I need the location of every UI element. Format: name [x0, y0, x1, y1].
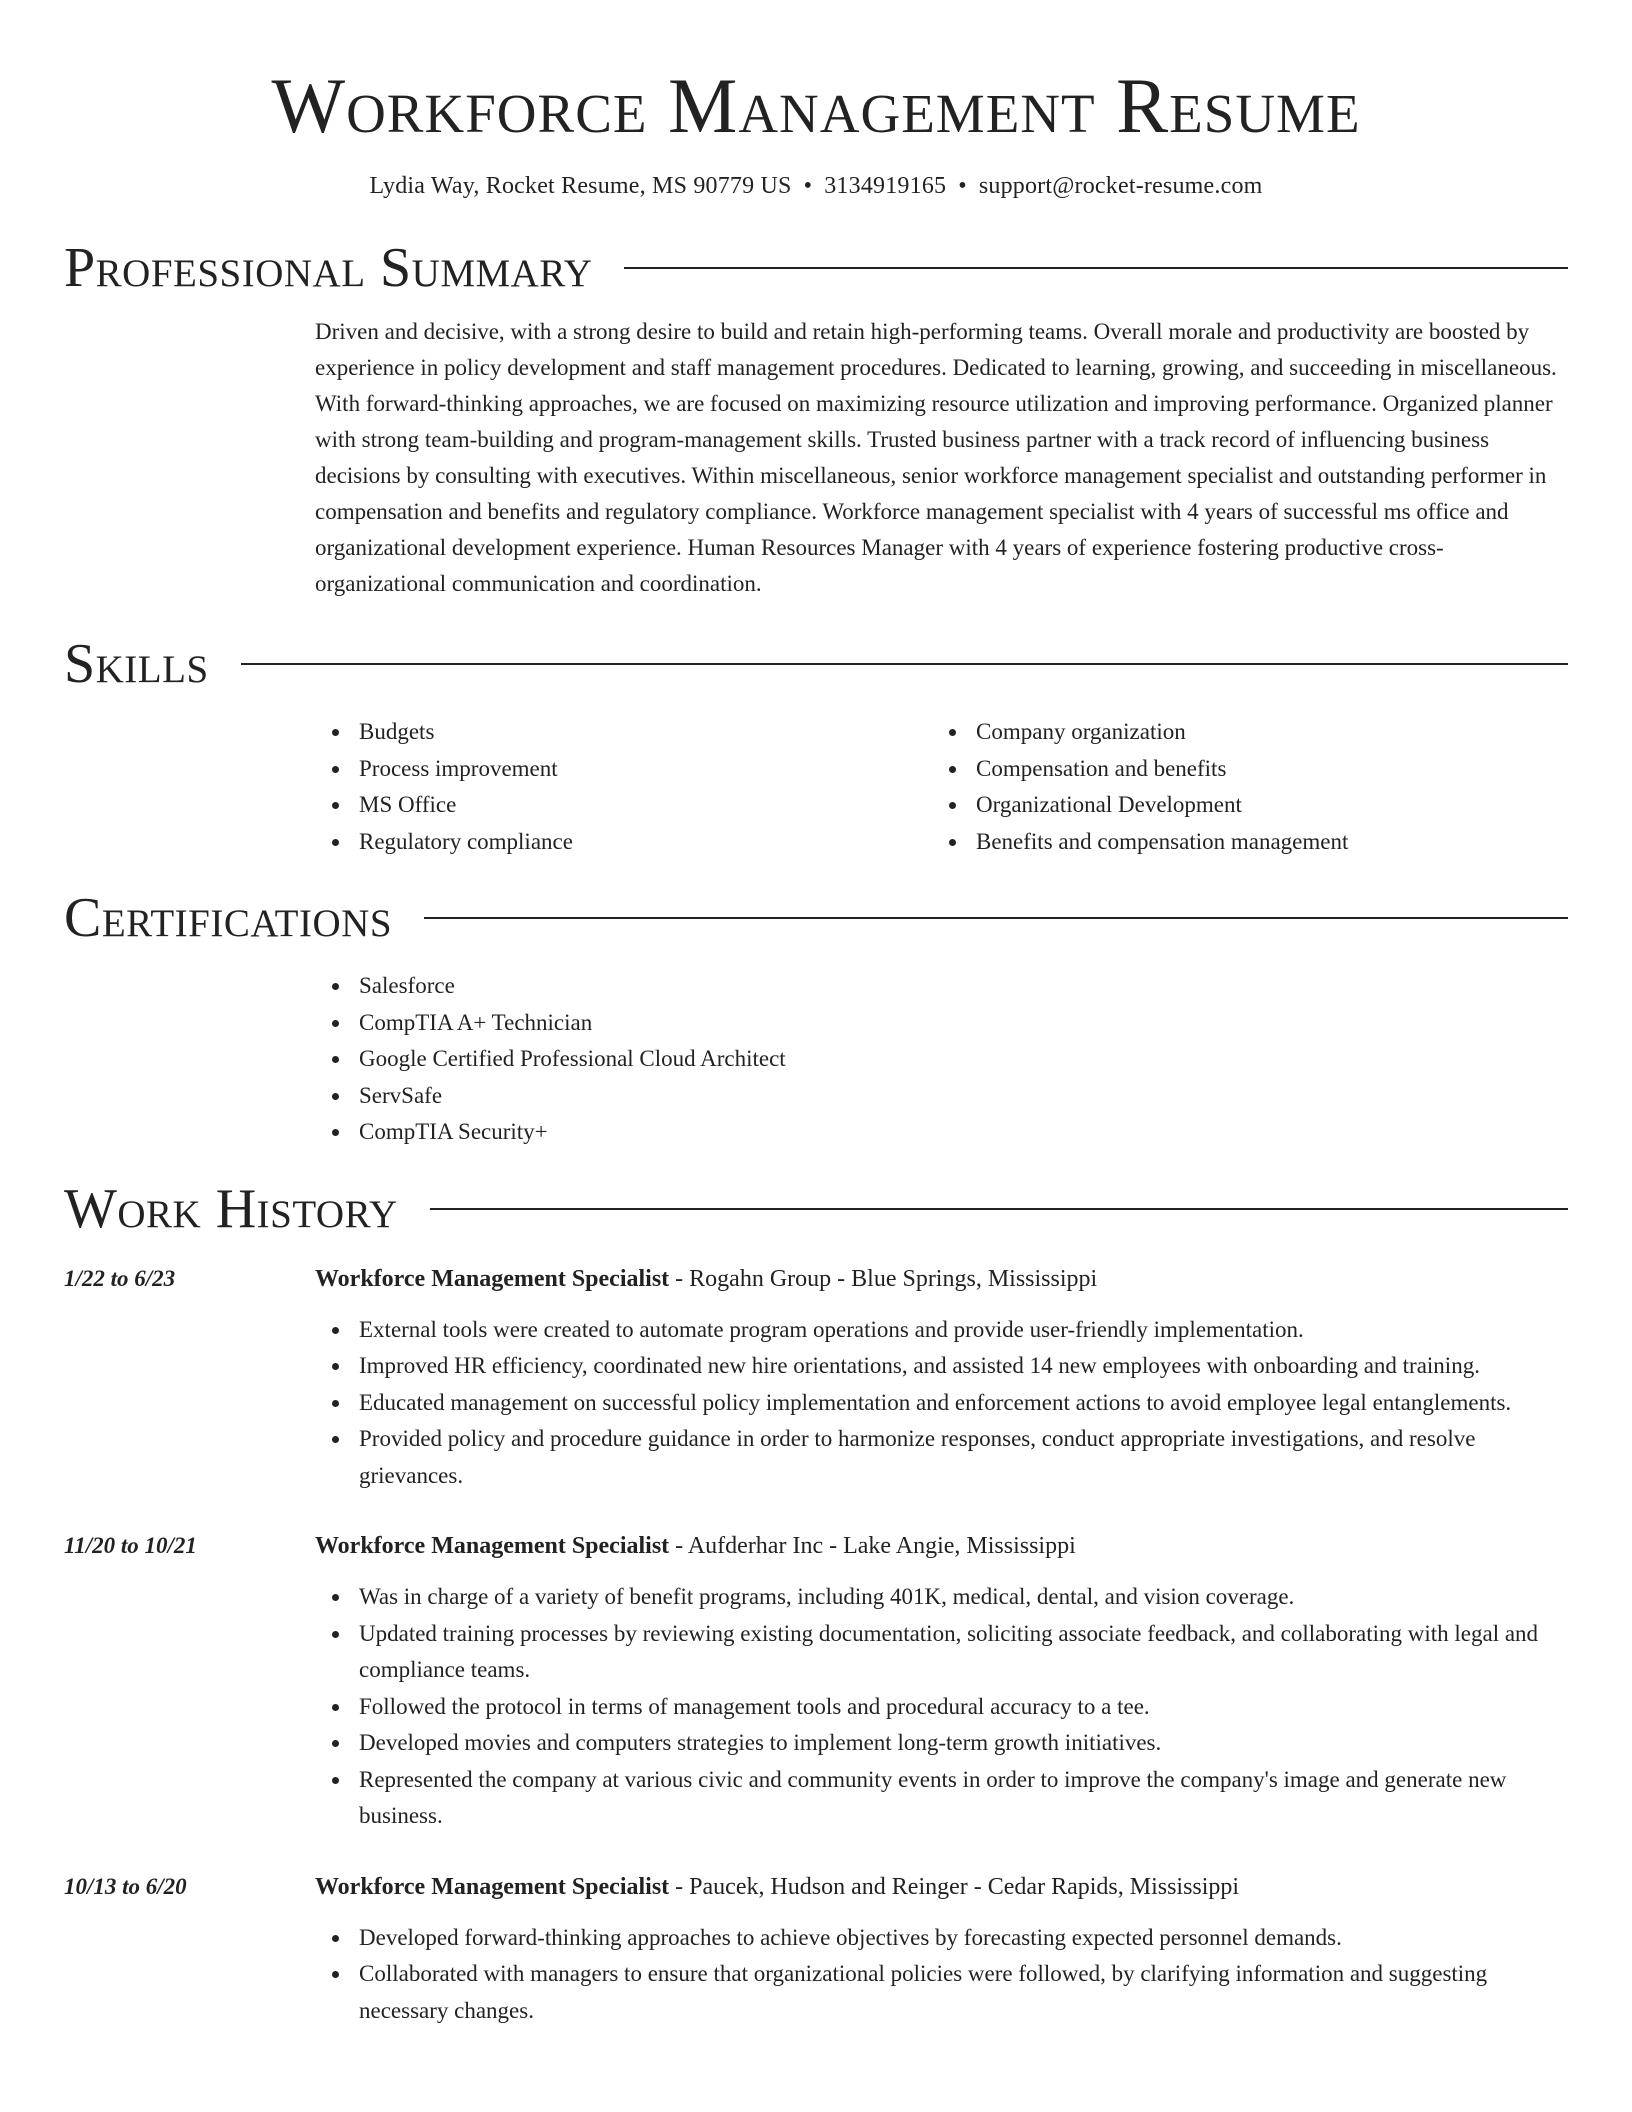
- summary-text: Driven and decisive, with a strong desire to build and retain high-performing teams. Overall morale and productivity are boosted by experience in policy development and staff management procedures. Dedicated to learning, growing, and succeeding in miscellaneous. With forward-thinking approaches, we are focused on maximizing resource utilization and improving performance. Organized planner with strong team-building and program-management skills. Trusted business partner with a track record of influencing business decisions by consulting with executives. Within miscellaneous, senior workforce management specialist and outstanding performer in compensation and benefits and regulatory compliance. Workforce management specialist with 4 years of successful ms office and organizational development experience. Human Resources Manager with 4 years of experience fostering productive cross-organizational communication and coordination.: [315, 319, 1557, 596]
- job-role: Workforce Management Specialist: [315, 1533, 670, 1559]
- resume-title: Workforce Management Resume: [271, 62, 1361, 149]
- job-entry: [64, 1869, 1568, 2030]
- contact-email: support@rocket-resume.com: [978, 173, 1263, 199]
- contact-phone: 3134919165: [824, 173, 947, 199]
- job-entry: [64, 1528, 1568, 1835]
- work-history-section-header: [64, 1177, 1568, 1241]
- job-dates: 10/13 to 6/20: [64, 1873, 187, 1899]
- job-entry: [64, 1261, 1568, 1495]
- skills-list-left: [315, 714, 932, 860]
- skill-item: Regulatory compliance: [359, 824, 932, 861]
- section-divider: [430, 1208, 1568, 1210]
- skill-item: Compensation and benefits: [976, 751, 1549, 788]
- summary-heading: Professional Summary: [64, 237, 593, 299]
- job-dates: 1/22 to 6/23: [64, 1265, 176, 1291]
- job-heading: [315, 1261, 1568, 1297]
- job-bullet: Updated training processes by reviewing existing documentation, soliciting associate feedback, and collaborating with legal and compliance teams.: [359, 1616, 1568, 1689]
- skill-item: MS Office: [359, 787, 932, 824]
- section-divider: [241, 663, 1568, 665]
- certification-item: CompTIA A+ Technician: [359, 1005, 1568, 1042]
- skill-item: Budgets: [359, 714, 932, 751]
- job-bullet: Provided policy and procedure guidance in order to harmonize responses, conduct appropriate investigations, and resolve grievances.: [359, 1421, 1568, 1494]
- skills-list-right: [932, 714, 1549, 860]
- job-bullet: Represented the company at various civic and community events in order to improve the company's image and generate new business.: [359, 1762, 1568, 1835]
- job-content: [315, 1528, 1568, 1835]
- work-history-heading: Work History: [64, 1177, 398, 1240]
- skill-item: Organizational Development: [976, 787, 1549, 824]
- skills-grid: [315, 714, 1568, 860]
- contact-separator: •: [958, 173, 967, 199]
- job-bullets: [315, 1579, 1568, 1835]
- certification-item: Salesforce: [359, 968, 1568, 1005]
- skill-item: Benefits and compensation management: [976, 824, 1549, 861]
- job-role: Workforce Management Specialist: [315, 1873, 670, 1900]
- contact-address: Lydia Way, Rocket Resume, MS 90779 US: [369, 173, 792, 199]
- certifications-list: [315, 968, 1568, 1151]
- skills-heading: Skills: [64, 633, 209, 695]
- certification-item: ServSafe: [359, 1078, 1568, 1115]
- job-bullet: Collaborated with managers to ensure that organizational policies were followed, by clarifying information and suggesting necessary changes.: [359, 1956, 1568, 2029]
- job-heading: [315, 1869, 1568, 1905]
- job-content: [315, 1869, 1568, 2030]
- job-bullet: External tools were created to automate program operations and provide user-friendly implementation.: [359, 1312, 1568, 1349]
- job-bullet: Developed movies and computers strategies to implement long-term growth initiatives.: [359, 1725, 1568, 1762]
- section-divider: [624, 267, 1568, 269]
- job-bullet: Developed forward-thinking approaches to achieve objectives by forecasting expected personnel demands.: [359, 1920, 1568, 1957]
- job-bullet: Educated management on successful policy implementation and enforcement actions to avoid employee legal entanglements.: [359, 1385, 1568, 1422]
- job-dates: 11/20 to 10/21: [64, 1533, 197, 1558]
- certifications-section-header: [64, 886, 1568, 950]
- job-employer-location: - Rogahn Group - Blue Springs, Mississippi: [669, 1265, 1098, 1292]
- summary-section-header: [64, 236, 1568, 300]
- skill-item: Process improvement: [359, 751, 932, 788]
- job-employer-location: - Paucek, Hudson and Reinger - Cedar Rapids, Mississippi: [669, 1873, 1240, 1900]
- skill-item: Company organization: [976, 714, 1549, 751]
- certifications-body: [315, 968, 1568, 1151]
- certification-item: Google Certified Professional Cloud Architect: [359, 1041, 1568, 1078]
- job-bullet: Was in charge of a variety of benefit programs, including 401K, medical, dental, and vision coverage.: [359, 1579, 1568, 1616]
- skills-column-left: [315, 714, 932, 860]
- job-content: [315, 1261, 1568, 1495]
- skills-section-header: [64, 632, 1568, 696]
- certifications-heading: Certifications: [64, 887, 393, 949]
- contact-separator: •: [803, 173, 813, 199]
- job-heading: [315, 1528, 1568, 1564]
- certification-item: CompTIA Security+: [359, 1114, 1568, 1151]
- contact-line: [64, 170, 1568, 202]
- skills-column-right: [932, 714, 1549, 860]
- skills-body: [315, 714, 1568, 860]
- job-bullets: [315, 1312, 1568, 1495]
- job-role: Workforce Management Specialist: [315, 1265, 670, 1292]
- job-bullets: [315, 1920, 1568, 2030]
- job-bullet: Followed the protocol in terms of management tools and procedural accuracy to a tee.: [359, 1689, 1568, 1726]
- job-bullet: Improved HR efficiency, coordinated new hire orientations, and assisted 14 new employees with onboarding and training.: [359, 1348, 1568, 1385]
- job-employer-location: - Aufderhar Inc - Lake Angie, Mississippi: [669, 1533, 1076, 1559]
- section-divider: [424, 917, 1568, 919]
